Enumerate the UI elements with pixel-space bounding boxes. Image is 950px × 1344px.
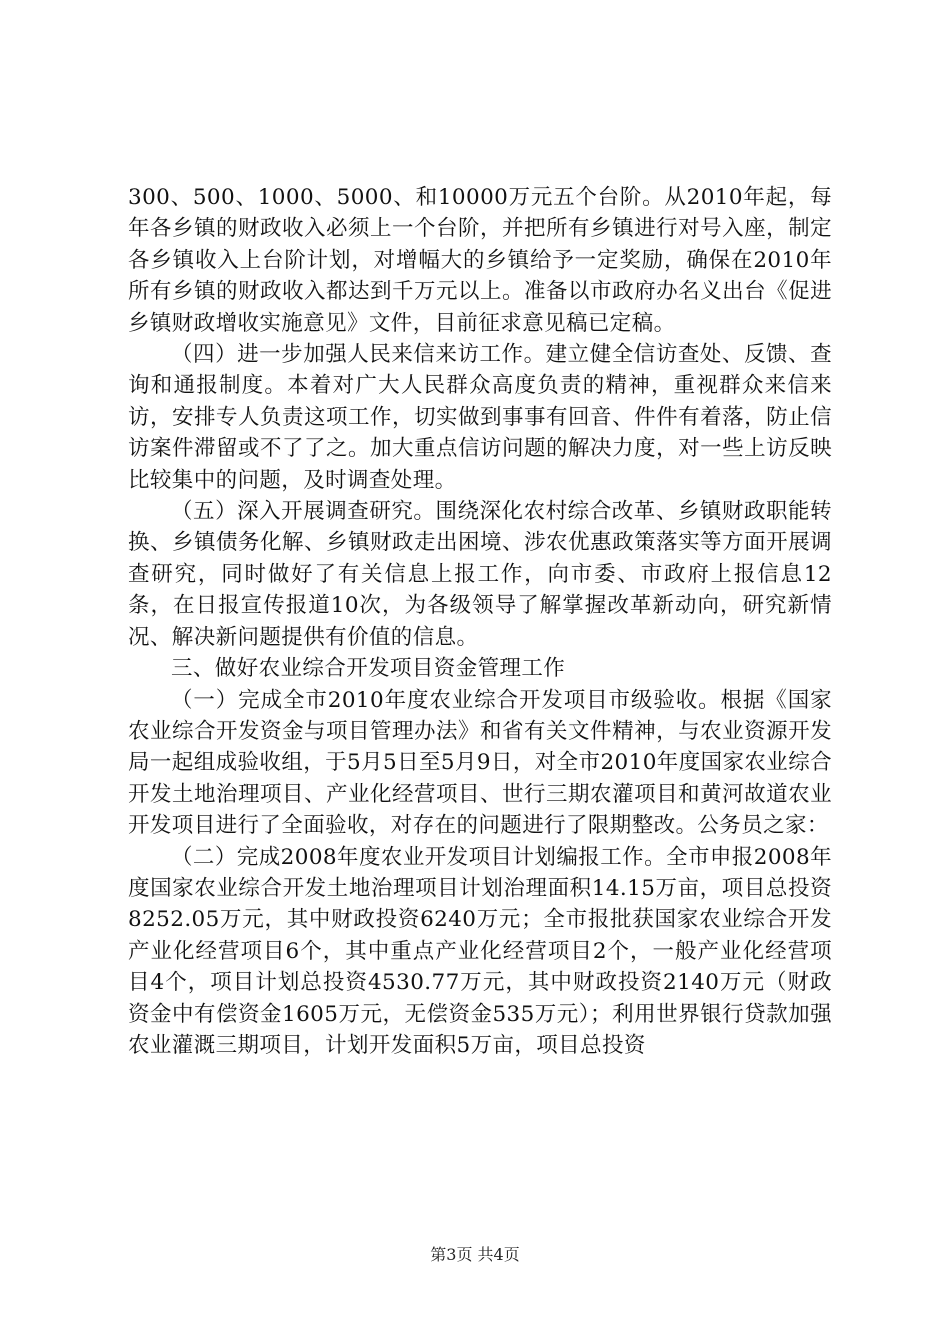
paragraph-research: （五）深入开展调查研究。围绕深化农村综合改革、乡镇财政职能转换、乡镇债务化解、乡镇财政走出困境、涉农优惠政策落实等方面开展调查研究，同时做好了有关信息上报工作，向市委、市政府上报信息12条，在日报宣传报道10次，为各级领导了解掌握改革新动向，研究新情况、解决新问题提供有价值的信息。 (128, 499, 832, 650)
paragraph-continuation: 300、500、1000、5000、和10000万元五个台阶。从2010年起，每年各乡镇的财政收入必须上一个台阶，并把所有乡镇进行对号入座，制定各乡镇收入上台阶计划，对增幅大的乡镇给予一定奖励，确保在2010年所有乡镇的财政收入都达到千万元以上。准备以市政府办名义出台《促进乡镇财政增收实施意见》文件，目前征求意见稿已定稿。 (128, 185, 832, 336)
paragraph-acceptance: （一）完成全市2010年度农业综合开发项目市级验收。根据《国家农业综合开发资金与项目管理办法》和省有关文件精神，与农业资源开发局一起组成验收组，于5月5日至5月9日，对全市2010年度国家农业综合开发土地治理项目、产业化经营项目、世行三期农灌项目和黄河故道农业开发项目进行了全面验收，对存在的问题进行了限期整改。公务员之家： (128, 687, 832, 839)
section-heading: 三、做好农业综合开发项目资金管理工作 (171, 656, 566, 682)
document-body (128, 182, 832, 1061)
paragraph-letters-visits: （四）进一步加强人民来信来访工作。建立健全信访查处、反馈、查询和通报制度。本着对广大人民群众高度负责的精神，重视群众来信来访，安排专人负责这项工作，切实做到事事有回音、件件有着落，防止信访案件滞留或不了了之。加大重点信访问题的解决力度，对一些上访反映比较集中的问题，及时调查处理。 (128, 342, 832, 493)
page-number-footer: 第3页 共4页 (430, 1245, 520, 1264)
paragraph-plan-reporting: （二）完成2008年度农业开发项目计划编报工作。全市申报2008年度国家农业综合开发土地治理项目计划治理面积14.15万亩，项目总投资8252.05万元，其中财政投资6240万元；全市报批获国家农业综合开发产业化经营项目6个，其中重点产业化经营项目2个，一般产业化经营项目4个，项目计划总投资4530.77万元，其中财政投资2140万元（财政资金中有偿资金1605万元，无偿资金535万元）；利用世界银行贷款加强农业灌溉三期项目，计划开发面积5万亩，项目总投资 (128, 844, 832, 1058)
